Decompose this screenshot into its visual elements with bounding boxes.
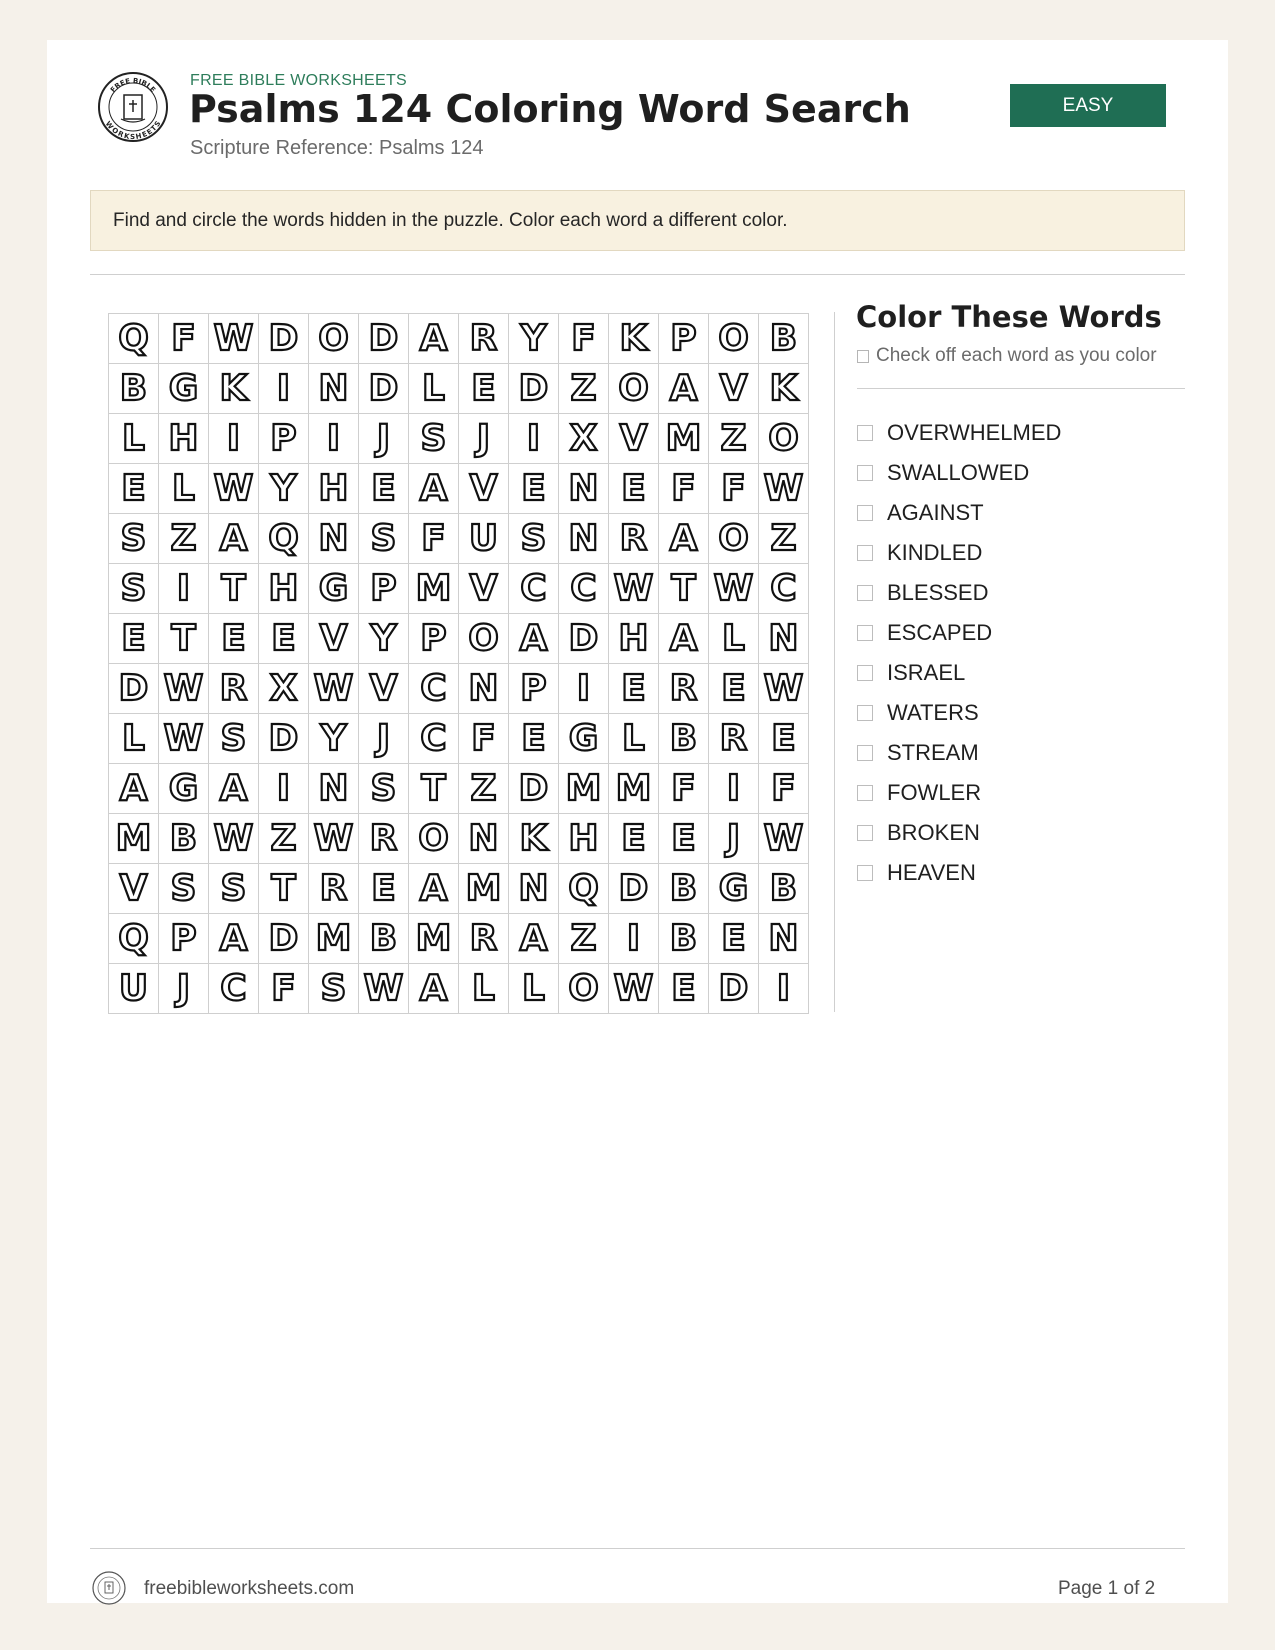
grid-cell[interactable]: H xyxy=(159,414,209,464)
grid-cell[interactable]: B xyxy=(359,914,409,964)
grid-cell[interactable]: B xyxy=(159,814,209,864)
grid-cell[interactable]: P xyxy=(159,914,209,964)
grid-cell[interactable]: M xyxy=(559,764,609,814)
grid-cell[interactable]: N xyxy=(459,814,509,864)
grid-cell[interactable]: E xyxy=(709,664,759,714)
grid-cell[interactable]: W xyxy=(359,964,409,1014)
word-list-title: Color These Words xyxy=(856,300,1162,334)
grid-cell[interactable]: P xyxy=(509,664,559,714)
grid-cell[interactable]: N xyxy=(309,364,359,414)
grid-cell[interactable]: O xyxy=(459,614,509,664)
grid-cell[interactable]: E xyxy=(509,714,559,764)
grid-cell[interactable]: E xyxy=(759,714,809,764)
grid-cell[interactable]: X xyxy=(559,414,609,464)
grid-cell[interactable]: Y xyxy=(509,314,559,364)
grid-cell[interactable]: S xyxy=(209,714,259,764)
grid-cell[interactable]: X xyxy=(259,664,309,714)
word-list-item xyxy=(857,813,1061,853)
grid-cell[interactable]: K xyxy=(609,314,659,364)
worksheet-logo-icon xyxy=(97,71,169,143)
grid-cell[interactable]: T xyxy=(159,614,209,664)
grid-cell[interactable]: A xyxy=(509,614,559,664)
grid-cell[interactable]: D xyxy=(609,864,659,914)
grid-cell[interactable]: Z xyxy=(759,514,809,564)
grid-cell[interactable]: V xyxy=(459,564,509,614)
grid-cell[interactable]: P xyxy=(659,314,709,364)
grid-cell[interactable]: O xyxy=(709,314,759,364)
grid-cell[interactable]: W xyxy=(159,664,209,714)
grid-cell[interactable]: I xyxy=(709,764,759,814)
grid-cell[interactable]: M xyxy=(459,864,509,914)
grid-cell[interactable]: E xyxy=(509,464,559,514)
word-label: KINDLED xyxy=(887,540,983,565)
grid-cell[interactable]: O xyxy=(609,364,659,414)
grid-cell[interactable]: I xyxy=(559,664,609,714)
grid-cell[interactable]: K xyxy=(209,364,259,414)
grid-cell[interactable]: S xyxy=(159,864,209,914)
grid-cell[interactable]: Z xyxy=(459,764,509,814)
word-checkbox[interactable] xyxy=(857,545,873,561)
grid-cell[interactable]: M xyxy=(309,914,359,964)
grid-cell[interactable]: A xyxy=(409,964,459,1014)
grid-cell[interactable]: F xyxy=(459,714,509,764)
grid-cell[interactable]: L xyxy=(109,714,159,764)
grid-cell[interactable]: F xyxy=(709,464,759,514)
grid-cell[interactable]: F xyxy=(409,514,459,564)
grid-cell[interactable]: P xyxy=(259,414,309,464)
divider xyxy=(90,274,1185,275)
instructions-box: Find and circle the words hidden in the puzzle. Color each word a different color. xyxy=(90,190,1185,251)
grid-cell[interactable]: J xyxy=(359,414,409,464)
word-checkbox[interactable] xyxy=(857,825,873,841)
grid-cell[interactable]: R xyxy=(209,664,259,714)
grid-cell[interactable]: Z xyxy=(709,414,759,464)
grid-cell[interactable]: A xyxy=(659,614,709,664)
grid-cell[interactable]: A xyxy=(659,514,709,564)
divider xyxy=(90,1548,1185,1549)
grid-cell[interactable]: H xyxy=(559,814,609,864)
grid-cell[interactable]: C xyxy=(509,564,559,614)
grid-cell[interactable]: O xyxy=(709,514,759,564)
grid-cell[interactable]: T xyxy=(259,864,309,914)
grid-cell[interactable]: W xyxy=(159,714,209,764)
grid-cell[interactable]: R xyxy=(459,914,509,964)
grid-cell[interactable]: A xyxy=(509,914,559,964)
grid-cell[interactable]: H xyxy=(259,564,309,614)
grid-cell[interactable]: B xyxy=(659,714,709,764)
grid-cell[interactable]: E xyxy=(359,464,409,514)
word-checkbox[interactable] xyxy=(857,425,873,441)
grid-cell[interactable]: A xyxy=(109,764,159,814)
grid-cell[interactable]: P xyxy=(359,564,409,614)
grid-cell[interactable]: Q xyxy=(259,514,309,564)
word-list-hint xyxy=(857,345,1157,367)
grid-cell[interactable]: L xyxy=(459,964,509,1014)
grid-cell[interactable]: R xyxy=(309,864,359,914)
word-list-item xyxy=(857,573,1061,613)
grid-cell[interactable]: N xyxy=(559,464,609,514)
grid-cell[interactable]: D xyxy=(509,364,559,414)
word-checkbox[interactable] xyxy=(857,625,873,641)
grid-cell[interactable]: S xyxy=(509,514,559,564)
word-list-hint-text: Check off each word as you color xyxy=(876,345,1157,366)
scripture-reference: Scripture Reference: Psalms 124 xyxy=(190,137,484,159)
grid-cell[interactable]: M xyxy=(109,814,159,864)
grid-cell[interactable]: E xyxy=(459,364,509,414)
grid-cell[interactable]: F xyxy=(159,314,209,364)
grid-cell[interactable]: J xyxy=(159,964,209,1014)
grid-cell[interactable]: R xyxy=(459,314,509,364)
grid-cell[interactable]: D xyxy=(559,614,609,664)
grid-cell[interactable]: E xyxy=(109,464,159,514)
grid-cell[interactable]: I xyxy=(259,764,309,814)
grid-cell[interactable]: G xyxy=(159,764,209,814)
grid-cell[interactable]: W xyxy=(209,314,259,364)
word-checkbox[interactable] xyxy=(857,505,873,521)
grid-cell[interactable]: C xyxy=(559,564,609,614)
grid-cell[interactable]: Q xyxy=(109,314,159,364)
grid-cell[interactable]: W xyxy=(759,464,809,514)
grid-cell[interactable]: B xyxy=(759,864,809,914)
grid-cell[interactable]: W xyxy=(759,664,809,714)
grid-cell[interactable]: O xyxy=(409,814,459,864)
grid-cell[interactable]: E xyxy=(709,914,759,964)
grid-cell[interactable]: K xyxy=(509,814,559,864)
grid-cell[interactable]: E xyxy=(609,814,659,864)
grid-cell[interactable]: I xyxy=(159,564,209,614)
word-label: WATERS xyxy=(887,700,979,725)
grid-cell[interactable]: T xyxy=(209,564,259,614)
grid-cell[interactable]: W xyxy=(309,664,359,714)
word-label: ISRAEL xyxy=(887,660,966,685)
grid-cell[interactable]: T xyxy=(659,564,709,614)
grid-cell[interactable]: E xyxy=(259,614,309,664)
grid-cell[interactable]: D xyxy=(709,964,759,1014)
divider xyxy=(857,388,1185,389)
grid-cell[interactable]: P xyxy=(409,614,459,664)
grid-cell[interactable]: K xyxy=(759,364,809,414)
grid-cell[interactable]: Y xyxy=(259,464,309,514)
grid-cell[interactable]: B xyxy=(109,364,159,414)
grid-cell[interactable]: E xyxy=(659,814,709,864)
word-label: SWALLOWED xyxy=(887,460,1030,485)
grid-cell[interactable]: W xyxy=(209,814,259,864)
grid-cell[interactable]: W xyxy=(309,814,359,864)
word-checkbox[interactable] xyxy=(857,465,873,481)
grid-cell[interactable]: B xyxy=(659,914,709,964)
word-list-item xyxy=(857,533,1061,573)
grid-cell[interactable]: F xyxy=(559,314,609,364)
grid-cell[interactable]: R xyxy=(659,664,709,714)
word-list-item xyxy=(857,853,1061,893)
grid-cell[interactable]: N xyxy=(759,914,809,964)
worksheet-page xyxy=(47,40,1228,1603)
grid-cell[interactable]: L xyxy=(509,964,559,1014)
grid-cell[interactable]: Q xyxy=(109,914,159,964)
grid-cell[interactable]: M xyxy=(409,914,459,964)
grid-cell[interactable]: D xyxy=(509,764,559,814)
grid-cell[interactable]: R xyxy=(709,714,759,764)
word-list-item xyxy=(857,733,1061,773)
grid-cell[interactable]: S xyxy=(109,514,159,564)
word-list-item xyxy=(857,693,1061,733)
word-list-item xyxy=(857,413,1061,453)
grid-cell[interactable]: Y xyxy=(309,714,359,764)
logo-text-top: FREE BIBLE xyxy=(109,76,157,95)
grid-cell[interactable]: S xyxy=(209,864,259,914)
grid-cell[interactable]: C xyxy=(409,714,459,764)
grid-cell[interactable]: Z xyxy=(159,514,209,564)
word-checkbox[interactable] xyxy=(857,665,873,681)
grid-cell[interactable]: O xyxy=(759,414,809,464)
word-checkbox[interactable] xyxy=(857,705,873,721)
grid-cell[interactable]: E xyxy=(609,464,659,514)
grid-cell[interactable]: M xyxy=(609,764,659,814)
grid-cell[interactable]: E xyxy=(209,614,259,664)
word-list-item xyxy=(857,493,1061,533)
grid-cell[interactable]: F xyxy=(759,764,809,814)
word-checkbox[interactable] xyxy=(857,585,873,601)
word-list-item xyxy=(857,773,1061,813)
word-checkbox[interactable] xyxy=(857,745,873,761)
grid-cell[interactable]: S xyxy=(359,764,409,814)
grid-cell[interactable]: I xyxy=(609,914,659,964)
grid-cell[interactable]: A xyxy=(209,764,259,814)
grid-cell[interactable]: N xyxy=(509,864,559,914)
grid-cell[interactable]: R xyxy=(359,814,409,864)
word-search-grid[interactable] xyxy=(108,313,809,1014)
grid-cell[interactable]: N xyxy=(309,764,359,814)
grid-cell[interactable]: I xyxy=(309,414,359,464)
grid-cell[interactable]: V xyxy=(609,414,659,464)
grid-cell[interactable]: F xyxy=(659,464,709,514)
word-list-item xyxy=(857,613,1061,653)
grid-cell[interactable]: I xyxy=(259,364,309,414)
grid-cell[interactable]: J xyxy=(709,814,759,864)
grid-cell[interactable]: S xyxy=(309,964,359,1014)
grid-cell[interactable]: O xyxy=(559,964,609,1014)
grid-cell[interactable]: W xyxy=(709,564,759,614)
grid-cell[interactable]: L xyxy=(159,464,209,514)
grid-cell[interactable]: M xyxy=(659,414,709,464)
grid-cell[interactable]: N xyxy=(459,664,509,714)
grid-cell[interactable]: D xyxy=(259,714,309,764)
grid-cell[interactable]: I xyxy=(209,414,259,464)
grid-cell[interactable]: Z xyxy=(559,364,609,414)
word-list-item xyxy=(857,453,1061,493)
grid-cell[interactable]: N xyxy=(759,614,809,664)
grid-cell[interactable]: V xyxy=(459,464,509,514)
divider xyxy=(834,312,835,1012)
grid-cell[interactable]: I xyxy=(759,964,809,1014)
grid-cell[interactable]: G xyxy=(709,864,759,914)
grid-cell[interactable]: V xyxy=(709,364,759,414)
grid-cell[interactable]: A xyxy=(659,364,709,414)
grid-cell[interactable]: A xyxy=(209,914,259,964)
grid-cell[interactable]: Z xyxy=(559,914,609,964)
grid-cell[interactable]: F xyxy=(659,764,709,814)
word-label: OVERWHELMED xyxy=(887,420,1062,445)
word-label: AGAINST xyxy=(887,500,984,525)
grid-cell[interactable]: G xyxy=(309,564,359,614)
grid-cell[interactable]: E xyxy=(359,864,409,914)
grid-cell[interactable]: A xyxy=(409,864,459,914)
word-list xyxy=(857,413,1061,893)
grid-cell[interactable]: S xyxy=(359,514,409,564)
grid-cell[interactable]: A xyxy=(409,464,459,514)
grid-cell[interactable]: S xyxy=(409,414,459,464)
grid-cell[interactable]: W xyxy=(609,964,659,1014)
grid-cell[interactable]: N xyxy=(559,514,609,564)
grid-cell[interactable]: H xyxy=(609,614,659,664)
grid-cell[interactable]: D xyxy=(259,314,309,364)
grid-cell[interactable]: M xyxy=(409,564,459,614)
grid-cell[interactable]: L xyxy=(109,414,159,464)
grid-cell[interactable]: D xyxy=(359,314,409,364)
grid-cell[interactable]: B xyxy=(759,314,809,364)
grid-cell[interactable]: L xyxy=(409,364,459,414)
grid-cell[interactable]: G xyxy=(559,714,609,764)
word-label: BROKEN xyxy=(887,820,980,845)
difficulty-badge[interactable]: EASY xyxy=(1010,84,1166,127)
grid-cell[interactable]: O xyxy=(309,314,359,364)
word-label: ESCAPED xyxy=(887,620,993,645)
footer-site-link[interactable]: freebibleworksheets.com xyxy=(144,1578,355,1599)
checkbox-icon xyxy=(857,350,869,363)
grid-cell[interactable]: Q xyxy=(559,864,609,914)
grid-cell[interactable]: V xyxy=(359,664,409,714)
grid-cell[interactable]: D xyxy=(259,914,309,964)
word-label: STREAM xyxy=(887,740,979,765)
grid-cell[interactable]: B xyxy=(659,864,709,914)
grid-cell[interactable]: U xyxy=(459,514,509,564)
grid-cell[interactable]: G xyxy=(159,364,209,414)
grid-cell[interactable]: C xyxy=(759,564,809,614)
grid-cell[interactable]: A xyxy=(209,514,259,564)
footer-logo-icon xyxy=(91,1570,127,1606)
word-label: FOWLER xyxy=(887,780,982,805)
word-list-item xyxy=(857,653,1061,693)
grid-cell[interactable]: Y xyxy=(359,614,409,664)
grid-cell[interactable]: W xyxy=(209,464,259,514)
grid-cell[interactable]: L xyxy=(709,614,759,664)
grid-cell[interactable]: J xyxy=(359,714,409,764)
grid-cell[interactable]: C xyxy=(209,964,259,1014)
grid-cell[interactable]: E xyxy=(609,664,659,714)
grid-cell[interactable]: Z xyxy=(259,814,309,864)
grid-cell[interactable]: W xyxy=(759,814,809,864)
grid-cell[interactable]: L xyxy=(609,714,659,764)
grid-cell[interactable]: D xyxy=(359,364,409,414)
grid-cell[interactable]: E xyxy=(659,964,709,1014)
page-number: Page 1 of 2 xyxy=(1058,1578,1156,1599)
grid-cell[interactable]: I xyxy=(509,414,559,464)
grid-cell[interactable]: U xyxy=(109,964,159,1014)
grid-cell[interactable]: D xyxy=(109,664,159,714)
grid-cell[interactable]: S xyxy=(109,564,159,614)
grid-cell[interactable]: F xyxy=(259,964,309,1014)
logo-text-bottom: WORKSHEETS xyxy=(103,119,163,142)
word-label: BLESSED xyxy=(887,580,989,605)
grid-cell[interactable]: H xyxy=(309,464,359,514)
brand-name: FREE BIBLE WORKSHEETS xyxy=(190,72,408,89)
grid-cell[interactable]: A xyxy=(409,314,459,364)
grid-cell[interactable]: W xyxy=(609,564,659,614)
grid-cell[interactable]: T xyxy=(409,764,459,814)
grid-cell[interactable]: V xyxy=(109,864,159,914)
page-title: Psalms 124 Coloring Word Search xyxy=(189,87,911,131)
grid-cell[interactable]: R xyxy=(609,514,659,564)
grid-cell[interactable]: J xyxy=(459,414,509,464)
grid-cell[interactable]: N xyxy=(309,514,359,564)
grid-cell[interactable]: E xyxy=(109,614,159,664)
grid-cell[interactable]: V xyxy=(309,614,359,664)
grid-cell[interactable]: C xyxy=(409,664,459,714)
word-label: HEAVEN xyxy=(887,860,976,885)
word-checkbox[interactable] xyxy=(857,785,873,801)
word-checkbox[interactable] xyxy=(857,865,873,881)
